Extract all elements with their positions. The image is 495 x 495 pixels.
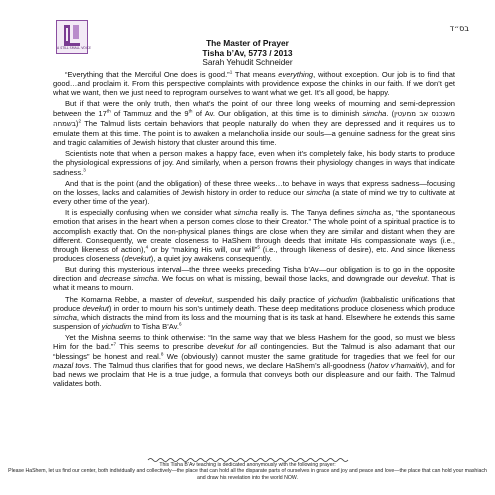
text-run: . The Talmud thus clarifies that for good news, we declare HaShem’s all-goodness ( [89,360,371,370]
text-run: really is. The Tanya defines [257,208,357,218]
document-header [0,38,495,68]
text-run: . We focus on what is missing, bewail those lacks, and downgrade our [157,274,401,284]
text-run: , which distracts the mind from its loss and the mourning that is its task at hand. Elsewhere he extends this same suspension of [53,312,455,332]
text-run: This seems to prescribe [116,342,208,352]
emphasis: mazal tovs [53,360,90,370]
text-run: . ( [386,108,395,118]
footnote-ref: 2 [78,118,81,124]
paragraph-7 [53,295,455,332]
emphasis: devekut [124,253,151,263]
text-run: But during this mysterious interval—the three weeks preceding Tisha b’Av—our obligation is to go in the opposite direction and [53,265,455,284]
text-run: The Komarna Rebbe, a master of [65,294,186,304]
dedication-prayer: Please HaShem, let us find our center, both individually and collectively—the place that can hold all the disparate parts of ourselves in grace and joy and peace and love—the place that can hold your mashiach and draw his revelation into the world NOW. [8,468,487,481]
footnote-ref: 1 [229,69,233,75]
paragraph-4 [53,179,455,206]
footnote-ref: 7 [113,341,116,347]
paragraph-5 [53,208,455,263]
text-run: of Av. Our obligation, at this time is to diminish [192,108,363,118]
emphasis: decrease simcha [99,274,158,284]
text-run: But if that were the only truth, then what’s the point of our three long weeks of mourning and semi-depression between the 17 [53,99,455,118]
article-body [53,70,455,390]
logo-label: A STILL SMALL VOICE [57,46,92,50]
text-run: ) in order to mourn his son’s untimely death. These deep meditations produce closeness which produce [108,303,455,313]
document-author: Sarah Yehudit Schneider [202,58,293,67]
text-run: (kabbalistic unifications that produce [53,294,455,313]
text-run: of Tammuz and the 9 [110,108,189,118]
emphasis: yichudim [101,322,132,332]
emphasis: devekut [185,294,212,304]
emphasis: yichudim [327,294,358,304]
document-date: Tisha b’Av, 5773 / 2013 [202,48,293,58]
ordinal-suffix: th [106,108,111,114]
text-run: That means [232,70,279,79]
hebrew-mark: בס״ד [449,24,469,33]
text-run: (i.e., through likeness of desire), etc. And since likeness produces closeness ( [53,244,455,263]
text-run: And that is the point (and the obligation) of these three weeks…to behave in ways that express sadness—focusing on the losses, lacks and calamities of Jewish history in order to reduce our [53,178,455,197]
emphasis: devekut for all [207,342,258,352]
text-run: as, “the spontaneous emotion that arises in the heart when a person comes close to their Creator.” The whole point of a spiritual practice is to accomplish exactly that. On the non-physical planes things are close when they are similar and distant when they are different. Consequently, we create closeness to HaShem through deeds that imitate His compassionate ways (i.e., through likeness of action), [53,208,455,254]
document-title: The Master of Prayer [206,38,289,48]
paragraph-6 [53,265,455,292]
footnote-ref: 8 [160,351,164,357]
emphasis: simcha [356,208,381,218]
paragraph-3 [53,149,455,176]
text-run: (a state of mind we try to cultivate at every other time of the year). [53,187,455,207]
text-run: Yet the Mishna seems to think otherwise: “In the same way that we bless Hashem for the good, so must we bless Him for the bad.” [53,333,455,352]
text-run: . That is what it means to mourn. [53,274,455,293]
text-run: , suspended his daily practice of [211,294,328,304]
emphasis: devekut [82,303,109,313]
emphasis: everything [278,70,314,79]
text-run: contingencies. But the Talmud is also adamant that our “blessings” be honest and real. [53,342,455,361]
footnote-ref: 4 [145,244,149,250]
emphasis: simcha [362,108,387,118]
text-run: It is especially confusing when we consider what [65,208,234,218]
text-run: , without exception. Our job is to find that good…and proclaim it. From this perspective complaints with providence expose the chinks in our faith. If we don’t get what we want, then we just need to reprogram ourselves to want what we get. It’s all good, be happy. [53,70,455,98]
text-run: We (obviously) cannot muster the same gratitude for tragedies that we feel for our [163,351,456,361]
dedication-footer [6,462,489,481]
ordinal-suffix: th [188,108,193,114]
text-run: ), a quiet joy awakens consequently. [150,253,272,263]
emphasis: hatov v’hamaitiv [370,360,425,370]
text-run: or by “making His will, our will” [148,244,258,254]
hebrew-quote: משנכנס אב ממעטין בשמחה [53,109,455,128]
footnote-ref: 6 [179,321,182,327]
text-run: ), and for bad news we proclaim that He is a true judge, a formula that conveys both our displeasure and our faith. The Talmud validates both. [53,360,455,388]
footnote-ref: 3 [83,167,86,173]
emphasis: simcha [306,187,331,197]
text-run: Scientists note that when a person makes a happy face, even when it’s completely fake, his body starts to produce the physiological expressions of joy. And similarly, when a person frowns their physiology changes in ways that indicate sadness. [53,149,455,177]
emphasis: simcha [233,208,258,218]
dedication-line: This Tisha B’Av teaching is dedicated anonymously with the following prayer: [159,462,336,468]
paragraph-8 [53,333,455,388]
text-run: The Talmud lists certain behaviors that people naturally do when they are depressed and it requires us to emulate them at this time. The point is to awaken a melancholia inside our souls—a genuine sadness for the great sins and tragic calamities of Jewish history that cluster around this time. [53,118,455,148]
text-run: “Everything that the Merciful One does is good.” [65,70,230,79]
paragraph-1 [53,70,455,97]
emphasis: devekut [400,274,428,284]
footnote-ref: 5 [257,244,260,250]
text-run: ) [75,118,79,128]
text-run: to Tisha B’Av. [131,322,179,332]
paragraph-2 [53,99,455,147]
emphasis: simcha [53,312,77,322]
